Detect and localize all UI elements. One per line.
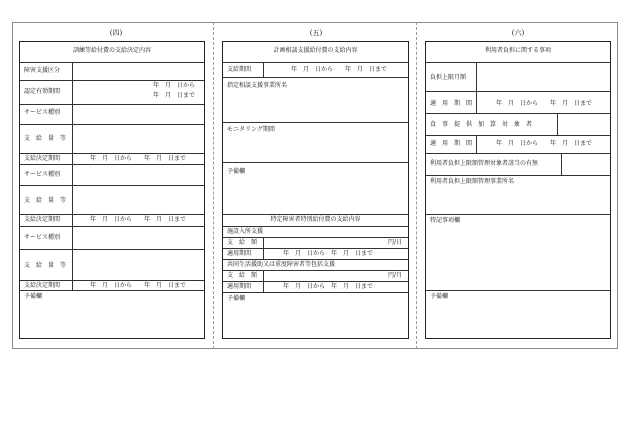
fold-line-2 [416, 22, 417, 349]
monitoring-label: モニタリング期間 [227, 126, 275, 133]
cert-period-label: 認定有効期間 [24, 88, 61, 95]
amount-label-2: 支 給 量 等 [24, 197, 67, 204]
training-benefit-box: 訓練等給付費の支給決定内容 障害支援区分 認定有効期間 年 月 日から 年 月 日まで サービス種別 支 給 量 等 支給決定期間 年 月 日から 年 月 日まで サービス種別 支 給 量 等 支給決定期間 年 月 日から 年 月 日まで サービス種別 支 給 量 等 支給決定期間 年 月 日から 年 月 日まで 予備欄 [19, 41, 205, 339]
special-benefit-title: 特定障害者特別給付費の支給内容 [270, 216, 361, 223]
pay-amount-label-2: 支 給 額 [227, 272, 258, 279]
decision-period-label-3: 支給決定期間 [24, 282, 61, 289]
pay-period-label: 支給期間 [227, 66, 252, 73]
manage-target-label: 利用者負担上限額管理対象者該当の有無 [430, 160, 539, 167]
provider-name-label: 指定相談支援事業所名 [227, 82, 288, 89]
amount-label-3: 支 給 量 等 [24, 262, 67, 269]
middle-memo-label: 予備欄 [227, 168, 246, 175]
fold-line-1 [213, 22, 214, 349]
column-label-5: (五) [309, 29, 323, 37]
user-burden-box: 利用者負担に関する事項 負担上限月額 適 用 期 間 年 月 日から 年 月 日まで 食 事 提 供 加 算 対 象 者 適 用 期 間 年 月 日から 年 月 日まで 利用者負担上限額管理対象者該当の有無 利用者負担上限額管理事業所名 特記事項欄 予備欄 [425, 41, 611, 339]
planning-consult-box: 計画相談支援給付費の支給内容 支給期間 年 月 日から 年 月 日まで 指定相談支援事業所名 モニタリング期間 予備欄 特定障害者特別給付費の支給内容 施設入所支援 支 給 額 円/日 適用期間 年 月 日から 年 月 日まで 共同生活援助又は重度障害者等包括支援 支 給 額 円/月 適用期間 年 月 日から 年 月 日まで 予備欄 [222, 41, 409, 339]
group-home-label: 共同生活援助又は重度障害者等包括支援 [227, 261, 336, 268]
manage-provider-label: 利用者負担上限額管理事業所名 [430, 178, 515, 185]
amount-label-1: 支 給 量 等 [24, 135, 67, 142]
right-apply-period-label: 適 用 期 間 [430, 100, 473, 107]
column-label-4: (四) [109, 29, 123, 37]
planning-title: 計画相談支援給付費の支給内容 [273, 47, 358, 54]
training-title: 訓練等給付費の支給決定内容 [72, 47, 151, 54]
service-type-label-3: サービス種別 [24, 234, 61, 241]
column-label-6: (六) [511, 29, 525, 37]
service-type-label-2: サービス種別 [24, 171, 61, 178]
special-notes-label: 特記事項欄 [430, 217, 461, 224]
disability-class-label: 障害支援区分 [24, 67, 61, 74]
pay-amount-label-1: 支 給 額 [227, 239, 258, 246]
meal-label: 食 事 提 供 加 算 対 象 者 [430, 121, 533, 128]
apply-period-label-2: 適用期間 [227, 283, 252, 290]
decision-period-label-2: 支給決定期間 [24, 216, 61, 223]
burden-limit-label: 負担上限月額 [430, 74, 467, 81]
facility-label: 施設入所支援 [227, 228, 264, 235]
service-type-label-1: サービス種別 [24, 109, 61, 116]
burden-title: 利用者負担に関する事項 [484, 47, 551, 54]
decision-period-label-1: 支給決定期間 [24, 155, 61, 162]
right-memo-label: 予備欄 [430, 293, 449, 300]
apply-period-label-1: 適用期間 [227, 250, 252, 257]
left-memo-label: 予備欄 [24, 293, 43, 300]
right-apply-period-label-2: 適 用 期 間 [430, 140, 473, 147]
middle-memo2-label: 予備欄 [227, 295, 246, 302]
